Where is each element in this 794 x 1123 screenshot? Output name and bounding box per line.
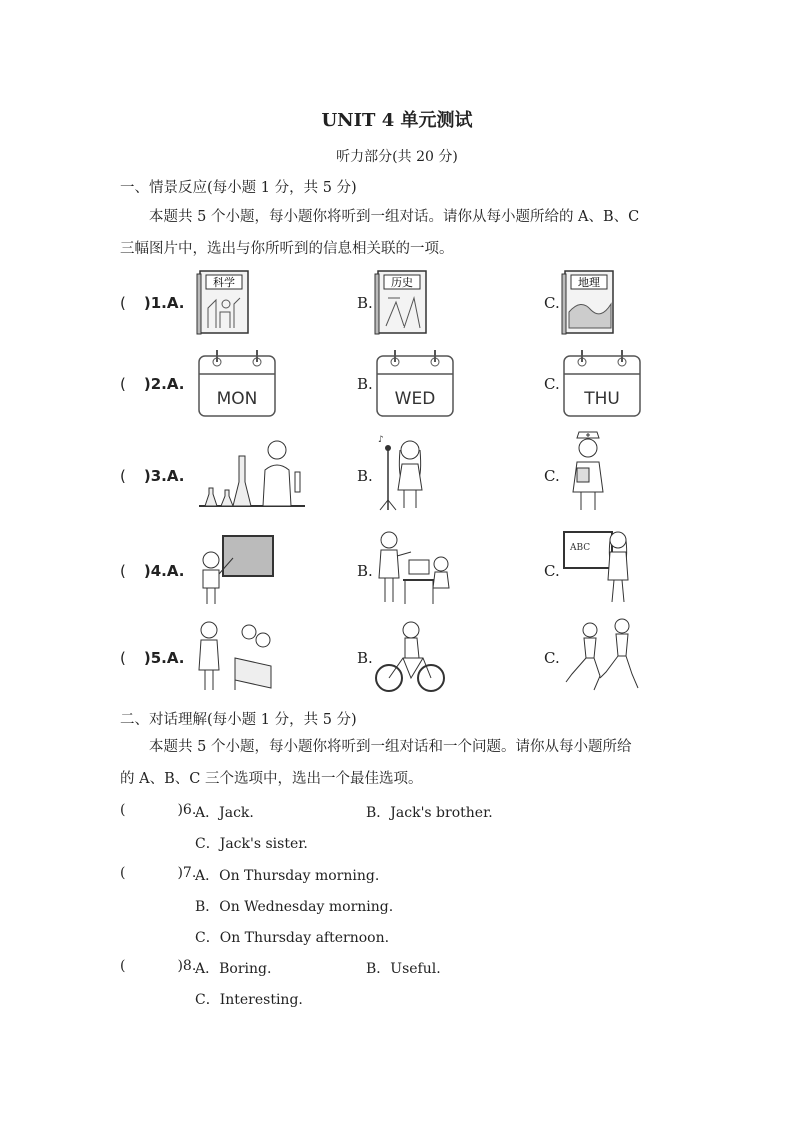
q4-option-b: B.: [357, 562, 373, 580]
calendar-mon-text: MON: [216, 389, 258, 409]
board-abc-text: ABC: [570, 543, 591, 553]
geography-book-label: 地理: [578, 276, 600, 289]
part2-instr-line1: 本题共 5 个小题，每小题你将听到一组对话和一个问题。请你从每小题所给: [149, 739, 632, 755]
q7-option-c: C．On Thursday afternoon.: [195, 930, 390, 946]
science-book-image[interactable]: [196, 268, 252, 336]
part1-instructions: [120, 201, 680, 265]
part1-heading: 一、情景反应(每小题 1 分，共 5 分): [120, 180, 357, 196]
q8-option-c: C．Interesting.: [195, 992, 303, 1008]
q5-option-c: C.: [544, 649, 560, 667]
q2-option-c: C.: [544, 375, 560, 393]
q6-option-c: C．Jack's sister.: [195, 836, 308, 852]
q8-option-a: A．Boring.: [195, 961, 272, 977]
calendar-thu-text: THU: [584, 389, 620, 409]
question-6: ( )6.: [120, 802, 197, 818]
question-5-label: ( )5.A.: [120, 649, 185, 667]
part2-instr-line2: 的 A、B、C 三个选项中，选出一个最佳选项。: [120, 771, 423, 787]
page-subtitle: 听力部分(共 20 分): [336, 149, 458, 165]
q7-option-b: B．On Wednesday morning.: [195, 899, 394, 915]
calendar-wed-text: WED: [394, 389, 436, 409]
part1-instr-line1: 本题共 5 个小题，每小题你将听到一组对话。请你从每小题所给的 A、B、C: [149, 209, 640, 225]
teacher-and-student-computer-image[interactable]: [375, 528, 455, 608]
svg-text:♪: ♪: [378, 435, 384, 445]
q5-option-b: B.: [357, 649, 373, 667]
q6-option-b: B．Jack's brother.: [366, 805, 493, 821]
question-3-label: ( )3.A.: [120, 467, 185, 485]
history-book-label: 历史: [391, 276, 413, 289]
page-title: UNIT 4 单元测试: [321, 110, 473, 131]
calendar-mon-image[interactable]: [197, 348, 277, 418]
part1-instr-line2: 三幅图片中，选出与你所听到的信息相关联的一项。: [120, 241, 454, 257]
nurse-image[interactable]: [563, 430, 613, 512]
q4-option-c: C.: [544, 562, 560, 580]
q6-option-a: A．Jack.: [195, 805, 254, 821]
part2-instructions: [120, 731, 680, 795]
teacher-at-abc-board-image[interactable]: [562, 528, 634, 608]
q3-option-c: C.: [544, 467, 560, 485]
question-2-label: ( )2.A.: [120, 375, 185, 393]
question-8: ( )8.: [120, 958, 197, 974]
q1-option-c: C.: [544, 294, 560, 312]
scientist-image[interactable]: [197, 436, 307, 512]
calendar-wed-image[interactable]: [375, 348, 455, 418]
question-7: ( )7.: [120, 865, 197, 881]
singer-image[interactable]: [376, 434, 436, 514]
teacher-helping-students-image[interactable]: [197, 618, 279, 694]
people-running-image[interactable]: [564, 616, 642, 694]
q1-option-b: B.: [357, 294, 373, 312]
science-book-label: 科学: [213, 276, 235, 289]
part2-heading: 二、对话理解(每小题 1 分，共 5 分): [120, 712, 357, 728]
question-4-label: ( )4.A.: [120, 562, 185, 580]
question-1-label: ( )1.A.: [120, 294, 185, 312]
q8-option-b: B．Useful.: [366, 961, 441, 977]
calendar-thu-image[interactable]: [562, 348, 642, 418]
geography-book-image[interactable]: [561, 268, 617, 336]
q2-option-b: B.: [357, 375, 373, 393]
boy-at-blackboard-image[interactable]: [197, 532, 275, 608]
girl-riding-bike-image[interactable]: [375, 618, 445, 696]
q7-option-a: A．On Thursday morning.: [195, 868, 380, 884]
history-book-image[interactable]: [374, 268, 430, 336]
q3-option-b: B.: [357, 467, 373, 485]
